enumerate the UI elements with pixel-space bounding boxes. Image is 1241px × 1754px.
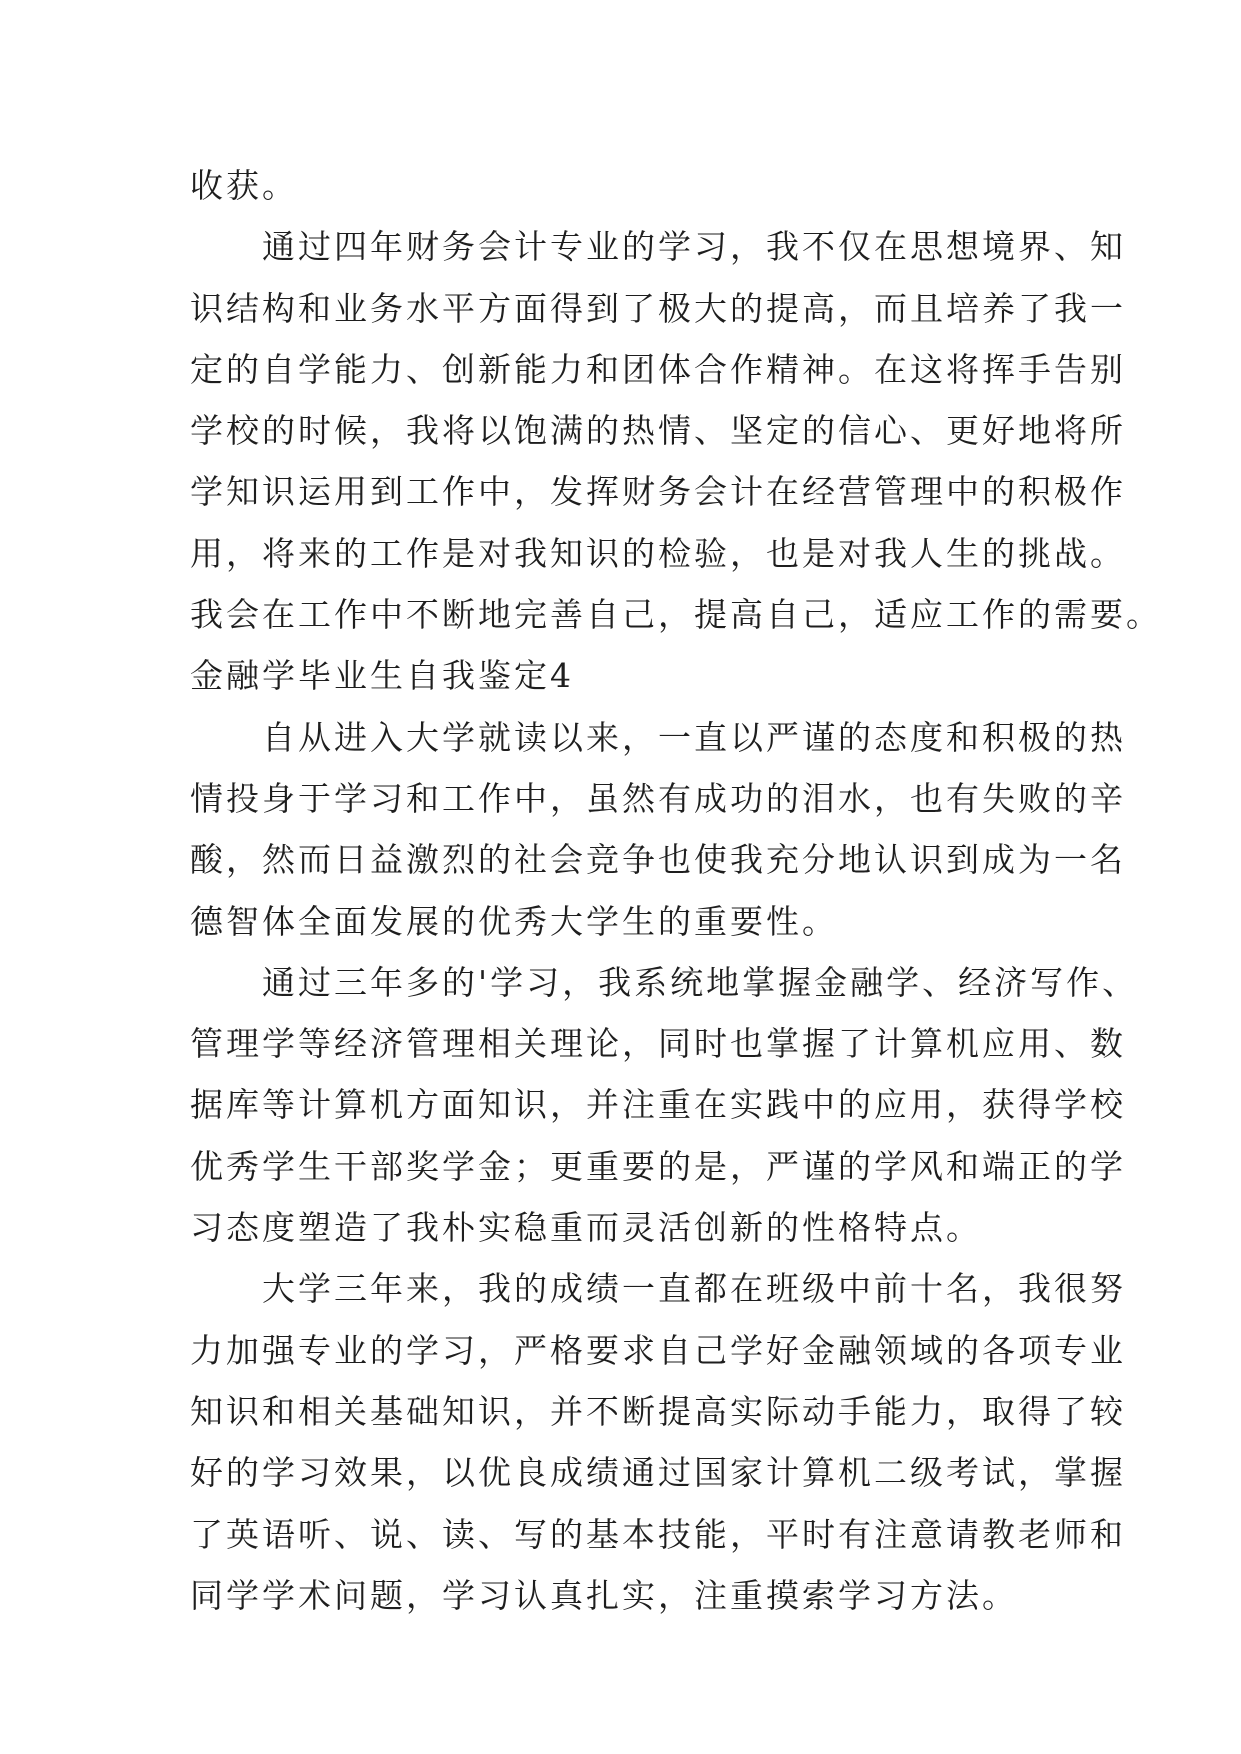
text-line: 优秀学生干部奖学金；更重要的是，严谨的学风和端正的学: [190, 1146, 1126, 1186]
text-line: 识结构和业务水平方面得到了极大的提高，而且培养了我一: [190, 288, 1126, 328]
text-line: 德智体全面发展的优秀大学生的重要性。: [190, 901, 838, 941]
text-line: 据库等计算机方面知识，并注重在实践中的应用，获得学校: [190, 1085, 1126, 1125]
text-line: 学校的时候，我将以饱满的热情、坚定的信心、更好地将所: [190, 411, 1126, 451]
paragraph-first-line: 大学三年来，我的成绩一直都在班级中前十名，我很努: [262, 1269, 1126, 1309]
text-line: 用，将来的工作是对我知识的检验，也是对我人生的挑战。: [190, 533, 1126, 573]
text-line: 定的自学能力、创新能力和团体合作精神。在这将挥手告别: [190, 349, 1126, 389]
text-line: 同学学术问题，学习认真扎实，注重摸索学习方法。: [190, 1575, 1018, 1615]
document-body: [190, 155, 1162, 1626]
text-line: 知识和相关基础知识，并不断提高实际动手能力，取得了较: [190, 1391, 1126, 1431]
text-line: 我会在工作中不断地完善自己，提高自己，适应工作的需要。: [190, 595, 1162, 635]
paragraph-first-line: 通过三年多的'学习，我系统地掌握金融学、经济写作、: [262, 962, 1139, 1002]
text-line: 好的学习效果，以优良成绩通过国家计算机二级考试，掌握: [190, 1453, 1126, 1493]
paragraph-first-line: 通过四年财务会计专业的学习，我不仅在思想境界、知: [262, 227, 1126, 267]
paragraph-first-line: 自从进入大学就读以来，一直以严谨的态度和积极的热: [262, 717, 1126, 757]
text-line: 习态度塑造了我朴实稳重而灵活创新的性格特点。: [190, 1208, 982, 1248]
text-line: 管理学等经济管理相关理论，同时也掌握了计算机应用、数: [190, 1024, 1126, 1064]
section-heading: 金融学毕业生自我鉴定4: [190, 656, 574, 696]
text-line: 学知识运用到工作中，发挥财务会计在经营管理中的积极作: [190, 472, 1126, 512]
text-line: 情投身于学习和工作中，虽然有成功的泪水，也有失败的辛: [190, 778, 1126, 818]
text-line: 收获。: [190, 166, 298, 205]
text-line: 力加强专业的学习，严格要求自己学好金融领域的各项专业: [190, 1330, 1126, 1370]
text-line: 了英语听、说、读、写的基本技能，平时有注意请教老师和: [190, 1514, 1126, 1554]
text-line: 酸，然而日益激烈的社会竞争也使我充分地认识到成为一名: [190, 840, 1126, 880]
